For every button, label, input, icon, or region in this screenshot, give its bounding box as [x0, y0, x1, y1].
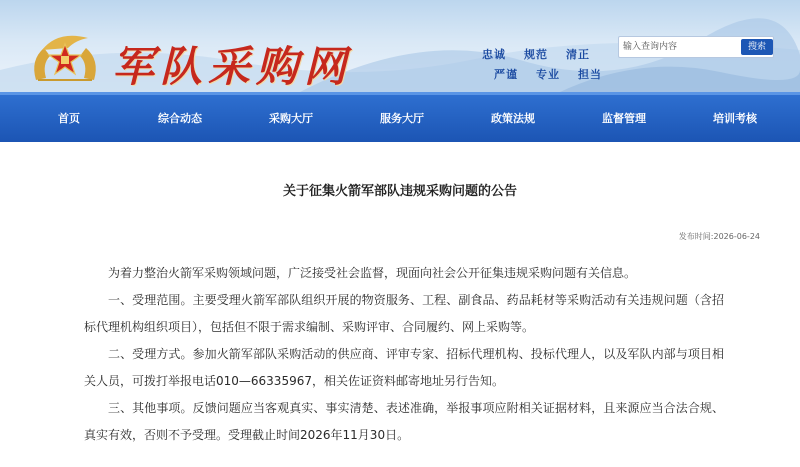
search-input[interactable]: [623, 38, 739, 56]
slogan-text: 忠诚: [482, 48, 506, 61]
slogan-group: [472, 40, 622, 84]
main-nav: [0, 92, 800, 142]
nav-item-policy[interactable]: 政策法规: [491, 112, 535, 125]
search-box: [618, 36, 774, 58]
nav-item-procurement[interactable]: 采购大厅: [269, 112, 313, 125]
search-button[interactable]: 搜索: [741, 39, 773, 55]
publish-date-value: 2026-06-24: [713, 232, 760, 241]
article-title: 关于征集火箭军部队违规采购问题的公告: [282, 184, 517, 199]
publish-date-label: 发布时间:: [678, 232, 714, 241]
army-emblem-icon: [28, 30, 102, 84]
nav-item-training[interactable]: 培训考核: [713, 112, 757, 125]
article-paragraph: 为着力整治火箭军采购领域问题，广泛接受社会监督，现面向社会公开征集违规采购问题有关信息。: [108, 266, 637, 280]
nav-item-news[interactable]: 综合动态: [158, 112, 202, 125]
article-body: [84, 260, 724, 449]
publish-date: [679, 231, 760, 242]
nav-item-supervision[interactable]: 监督管理: [602, 112, 646, 125]
article-paragraph: 三、其他事项。反馈问题应当客观真实、事实清楚、表述准确，举报事项应附相关证据材料，且来源应当合法合规、真实有效，否则不予受理。受理截止时间2026年11月30日。: [84, 401, 724, 442]
slogan-text: 清正: [566, 48, 590, 61]
article-paragraph: 二、受理方式。参加火箭军部队采购活动的供应商、评审专家、招标代理机构、投标代理人，以及军队内部与项目相关人员，可拨打举报电话010—66335967，相关佐证资料邮寄地址另行告知。: [84, 347, 724, 388]
article-paragraph: 一、受理范围。主要受理火箭军部队组织开展的物资服务、工程、副食品、药品耗材等采购活动有关违规问题（含招标代理机构组织项目），包括但不限于需求编制、采购评审、合同履约、网上采购等。: [84, 293, 724, 334]
nav-item-home[interactable]: 首页: [58, 112, 80, 125]
nav-item-services[interactable]: 服务大厅: [380, 112, 424, 125]
slogan-text: 担当: [578, 68, 602, 81]
slogan-text: 规范: [524, 48, 548, 61]
site-banner: [0, 0, 800, 92]
slogan-text: 专业: [536, 68, 560, 81]
site-logo-title[interactable]: 军队采购网: [112, 42, 353, 91]
slogan-text: 严谨: [494, 68, 518, 81]
